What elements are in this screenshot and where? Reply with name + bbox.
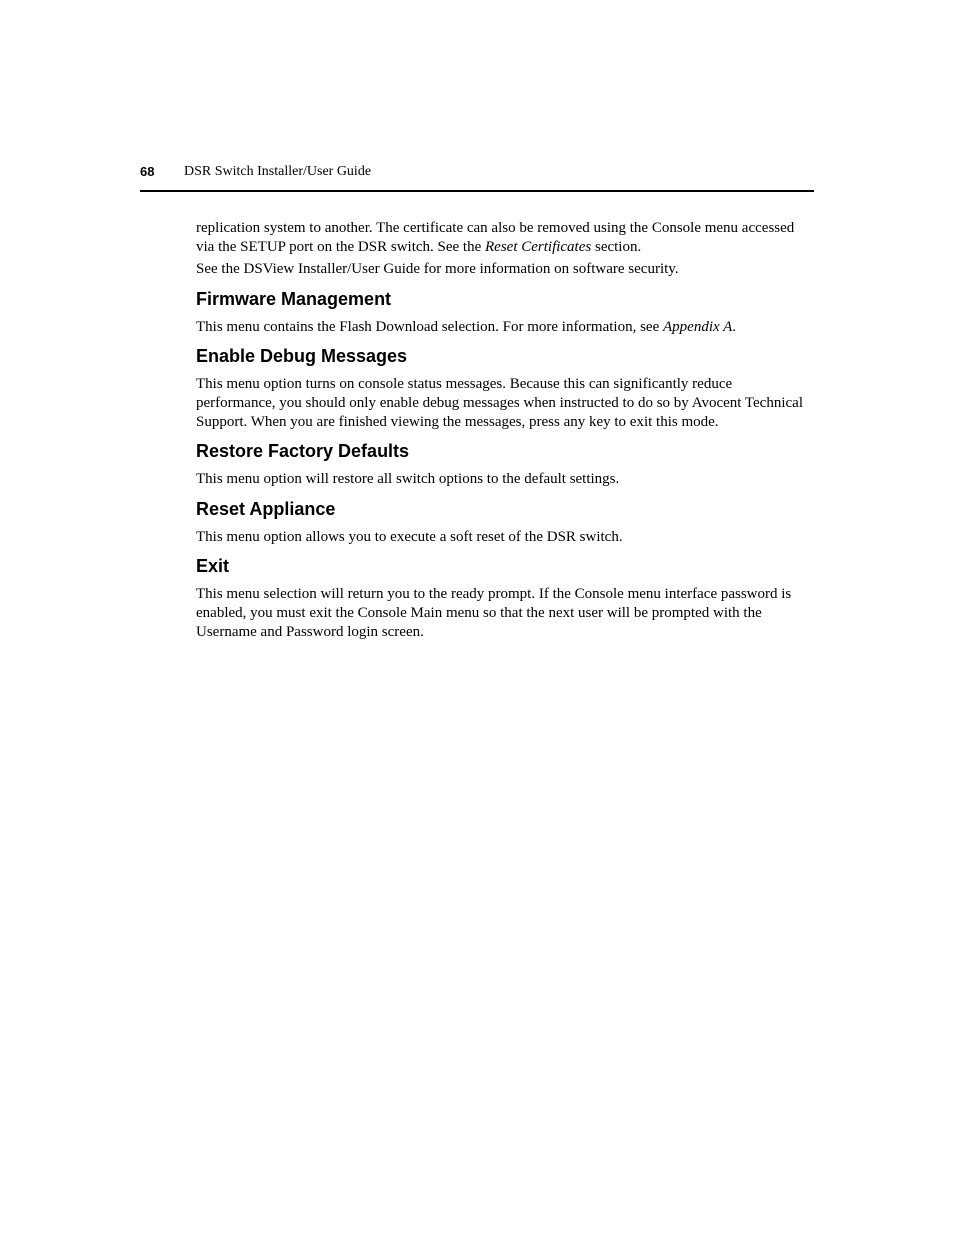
reset-appliance-text: This menu option allows you to execute a soft reset of the DSR switch.	[196, 528, 623, 545]
restore-factory-defaults-heading: Restore Factory Defaults	[196, 441, 410, 462]
page-number: 68	[140, 164, 155, 179]
restore-factory-defaults-text: This menu option will restore all switch options to the default settings.	[196, 471, 620, 488]
page-content	[196, 219, 814, 641]
enable-debug-messages-heading: Enable Debug Messages	[196, 346, 408, 367]
header-rule	[140, 190, 814, 192]
page-header	[140, 163, 814, 183]
exit-text: This menu selection will return you to the ready prompt. If the Console menu interface password is enabled, you must exit the Console Main menu so that the next user will be prompted with the Username and Password login screen.	[196, 586, 792, 640]
enable-debug-messages-text: This menu option turns on console status messages. Because this can significantly reduce performance, you should only enable debug messages when instructed to do so by Avocent Technical Support. When you are finished viewing the messages, press any key to exit this mode.	[196, 376, 803, 430]
exit-heading: Exit	[196, 556, 230, 577]
running-title: DSR Switch Installer/User Guide	[184, 164, 372, 179]
appendix-a-reference: Appendix A	[663, 318, 733, 335]
firmware-management-heading: Firmware Management	[196, 288, 392, 309]
reset-certificates-reference: Reset Certificates	[485, 238, 592, 255]
reset-appliance-heading: Reset Appliance	[196, 498, 336, 519]
dsview-paragraph: See the DSView Installer/User Guide for more information on software security.	[196, 261, 679, 278]
intro-paragraph: replication system to another. The certificate can also be removed using the Console menu accessed via the SETUP port on the DSR switch. See the Reset Certificates section.	[196, 220, 795, 255]
firmware-management-text: This menu contains the Flash Download selection. For more information, see Appendix A.	[196, 318, 737, 335]
